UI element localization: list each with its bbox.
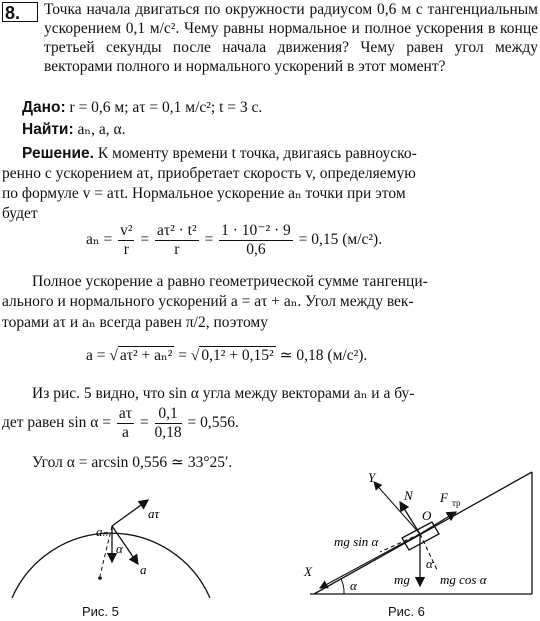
problem-number: 8.	[2, 2, 38, 22]
fig6-label-X: X	[304, 564, 312, 579]
fig5-label-alpha: α	[116, 541, 123, 556]
equation-total-acceleration: a = √ aτ² + aₙ² = √ 0,1² + 0,15² ≃ 0,18 (м/с²).	[86, 347, 368, 364]
figure-6-incline-diagram	[300, 468, 538, 602]
solution-line-6: ального и нормального ускорений a = aτ + aₙ. Угол между век-	[2, 293, 414, 310]
eq2-sqrt2: 0,1² + 0,15²	[201, 347, 274, 364]
solution-line-8: Из рис. 5 видно, что sin α угла между векторами aₙ и a бу-	[32, 385, 415, 402]
solution-line-9: Угол α = arcsin 0,556 ≃ 33°25′.	[32, 454, 233, 471]
fig6-label-F: F	[440, 490, 448, 505]
eq3-pre: дет равен sin α =	[2, 414, 112, 432]
eq1-f3-den: 0,6	[246, 241, 266, 258]
solution-text-1a: К моменту времени t точка, двигаясь равноуско-	[97, 145, 417, 162]
solution-label: Решение.	[22, 145, 94, 162]
fig6-label-N: N	[404, 488, 413, 503]
fig6-label-mg: mg	[394, 572, 410, 587]
figure-5-caption: Рис. 5	[82, 604, 119, 619]
tangential-acceleration-arrow	[112, 500, 148, 526]
eq1-rhs: = 0,15 (м/с²).	[298, 231, 383, 249]
fig5-label-at: aτ	[148, 506, 160, 521]
find-text: aₙ, a, α.	[77, 121, 126, 138]
problem-statement: Точка начала двигаться по окружности радиусом 0,6 м с тангенциальным ускорением 0,1 м/с². Чему равны нормальное и полное ускорения в конце третьей секунды после начала движения? Чему равен угол между векторами полного и нормального ускорений в этот момент?	[44, 1, 538, 75]
fig5-label-a: a	[140, 562, 147, 577]
eq3-frac2	[155, 405, 182, 442]
fig6-label-alpha1: α	[350, 578, 357, 593]
equation-normal-acceleration: aₙ = $\frac{\text{v²}}{r}$ = $\frac{\text{aτ² · t²}}{r}$ = $\frac{\text{1 · 10⁻² · 9}}{0,6}$ = 0,15 (м/с²).	[86, 222, 383, 258]
eq1-frac3	[219, 222, 293, 259]
y-axis-arrow	[374, 482, 420, 534]
fig6-label-O: O	[422, 508, 432, 523]
eq3-f2-den: 0,18	[154, 424, 182, 441]
incline-surface	[314, 472, 532, 594]
eq1-frac2	[155, 222, 199, 259]
eq3-frac1	[117, 405, 134, 442]
eq1-f3-num: 1 · 10⁻² · 9	[221, 222, 291, 239]
equation-sine: дет равен sin α = $\frac{a\tau}{a}$ = $\frac{0,1}{0,18}$ = 0,556.	[2, 405, 239, 441]
eq3-f1-den: a	[122, 424, 129, 441]
eq1-frac1	[118, 222, 134, 259]
fig6-label-alpha2: α	[426, 556, 433, 571]
figure-5-circle-diagram	[0, 478, 230, 598]
eq1-f1-num: v²	[120, 222, 133, 239]
solution-line-1	[22, 144, 417, 163]
eq3-f2-num: 0,1	[155, 405, 182, 424]
solution-line-3: по формуле v = aτt. Нормальное ускорение aₙ точки при этом	[2, 185, 406, 202]
eq1-f2-num: aτ² · t²	[156, 222, 197, 239]
solution-line-4: будет	[2, 205, 38, 222]
eq1-lhs: aₙ =	[86, 231, 113, 249]
eq3-rhs: = 0,556.	[187, 414, 239, 432]
normal-force-arrow	[400, 502, 420, 534]
fig6-label-F-sub: тр	[452, 498, 461, 508]
eq2-sqrt1: aτ² + aₙ²	[119, 347, 173, 364]
given-text: r = 0,6 м; aτ = 0,1 м/с²; t = 3 с.	[69, 99, 263, 116]
eq2-lhs: a =	[86, 347, 106, 364]
figure-6-caption: Рис. 6	[388, 604, 425, 619]
solution-line-2: ренно с ускорением aτ, приобретает скорость v, определяемую	[2, 165, 416, 182]
find-label: Найти:	[22, 121, 74, 138]
find-line	[22, 120, 125, 139]
given-line	[22, 98, 262, 117]
fig6-label-mgcos: mg cos α	[440, 572, 487, 587]
circle-center-dot	[98, 576, 102, 580]
fig6-label-Y: Y	[368, 470, 376, 485]
eq2-rhs: ≃ 0,18 (м/с²).	[279, 347, 368, 364]
solution-line-7: торами aτ и aₙ всегда равен π/2, поэтому	[2, 314, 268, 331]
incline-angle-arc	[341, 579, 344, 594]
fig5-label-an: aₙ	[96, 524, 108, 539]
eq2-mid: =	[178, 347, 187, 364]
solution-line-5: Полное ускорение a равно геометрической сумме тангенци-	[32, 273, 428, 290]
circle-arc	[12, 533, 210, 598]
eq3-f1-num: aτ	[118, 405, 133, 422]
eq1-f2-den: r	[174, 241, 180, 258]
given-label: Дано:	[22, 99, 66, 116]
fig6-label-mgsin: mg sin α	[334, 534, 379, 549]
eq1-f1-den: r	[123, 241, 129, 258]
